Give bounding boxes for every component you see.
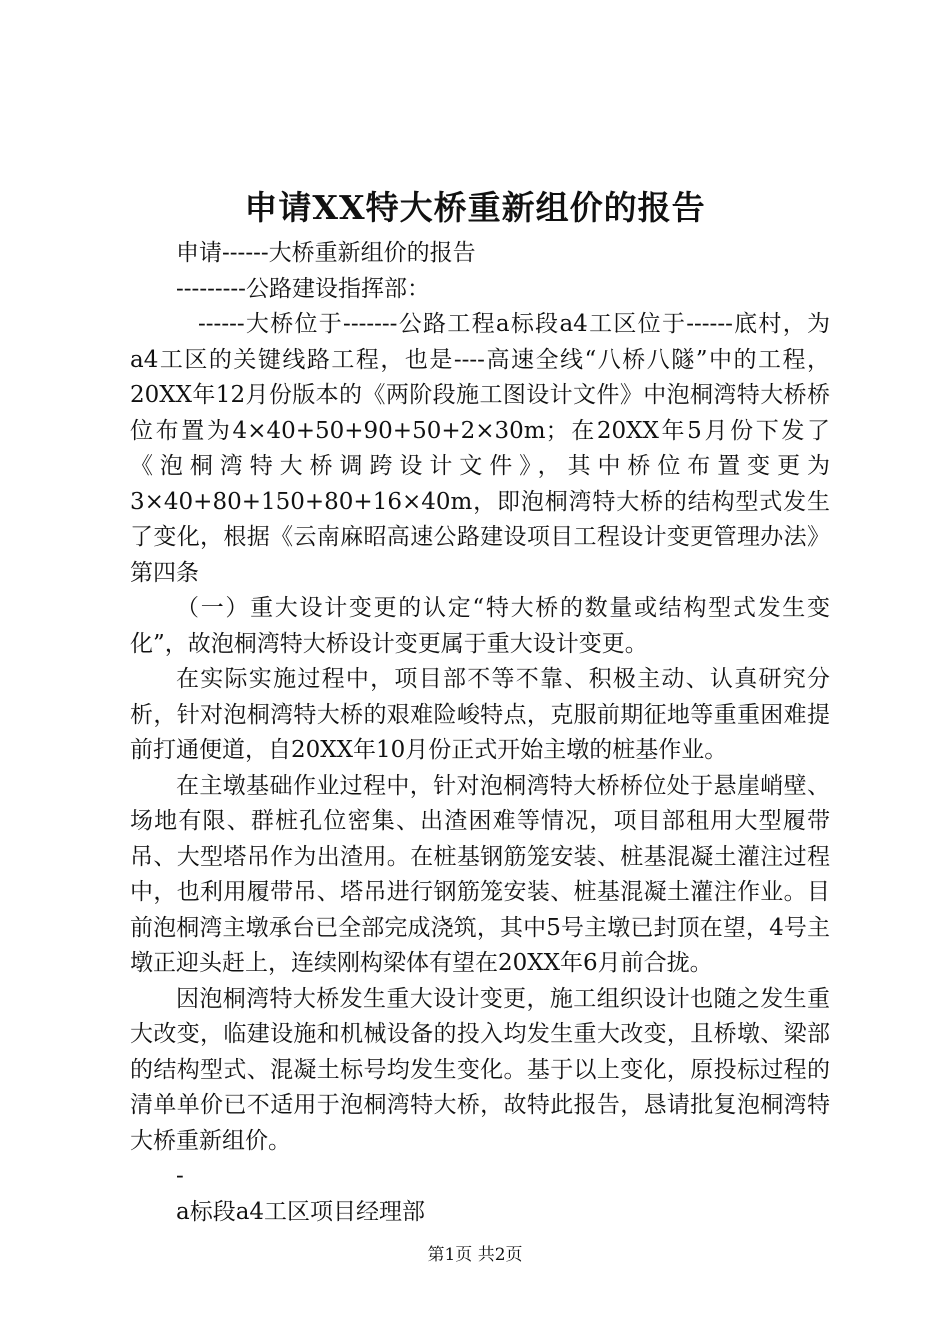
document-body (130, 236, 830, 1230)
paragraph-background: ------大桥位于-------公路工程a标段a4工区位于------底村，为a4工区的关键线路工程，也是----高速全线“八桥八隧”中的工程，20XX年12月份版本的《两阶段施工图设计文件》中泡桐湾特大桥桥位布置为4×40+50+90+50+2×30m；在20XX年5月份下发了《泡桐湾特大桥调跨设计文件》，其中桥位布置变更为3×40+80+150+80+16×40m，即泡桐湾特大桥的结构型式发生了变化，根据《云南麻昭高速公路建设项目工程设计变更管理办法》第四条 (130, 311, 830, 586)
paragraph-change-definition: （一）重大设计变更的认定“特大桥的数量或结构型式发生变化”，故泡桐湾特大桥设计变更属于重大设计变更。 (130, 595, 830, 657)
page-footer: 第1页 共2页 (427, 1245, 523, 1265)
document-title: 申请XX特大桥重新组价的报告 (244, 188, 706, 227)
separator-dash: - (176, 1163, 184, 1189)
paragraph-request: 因泡桐湾特大桥发生重大设计变更，施工组织设计也随之发生重大改变，临建设施和机械设备的投入均发生重大改变，且桥墩、梁部的结构型式、混凝土标号均发生变化。基于以上变化，原投标过程的清单单价已不适用于泡桐湾特大桥，故特此报告，恳请批复泡桐湾特大桥重新组价。 (130, 985, 830, 1154)
signature-line: a标段a4工区项目经理部 (176, 1198, 426, 1225)
subject-line: 申请------大桥重新组价的报告 (176, 240, 476, 266)
paragraph-foundation-work: 在主墩基础作业过程中，针对泡桐湾特大桥桥位处于悬崖峭壁、场地有限、群桩孔位密集、出渣困难等情况，项目部租用大型履带吊、大型塔吊作为出渣用。在桩基钢筋笼安装、桩基混凝土灌注过程中，也利用履带吊、塔吊进行钢筋笼安装、桩基混凝土灌注作业。目前泡桐湾主墩承台已全部完成浇筑，其中5号主墩已封顶在望，4号主墩正迎头赶上，连续刚构梁体有望在20XX年6月前合拢。 (130, 772, 830, 976)
paragraph-implementation: 在实际实施过程中，项目部不等不靠、积极主动、认真研究分析，针对泡桐湾特大桥的艰难险峻特点，克服前期征地等重重困难提前打通便道，自20XX年10月份正式开始主墩的桩基作业。 (130, 666, 830, 763)
addressee-line: ---------公路建设指挥部： (176, 275, 430, 302)
